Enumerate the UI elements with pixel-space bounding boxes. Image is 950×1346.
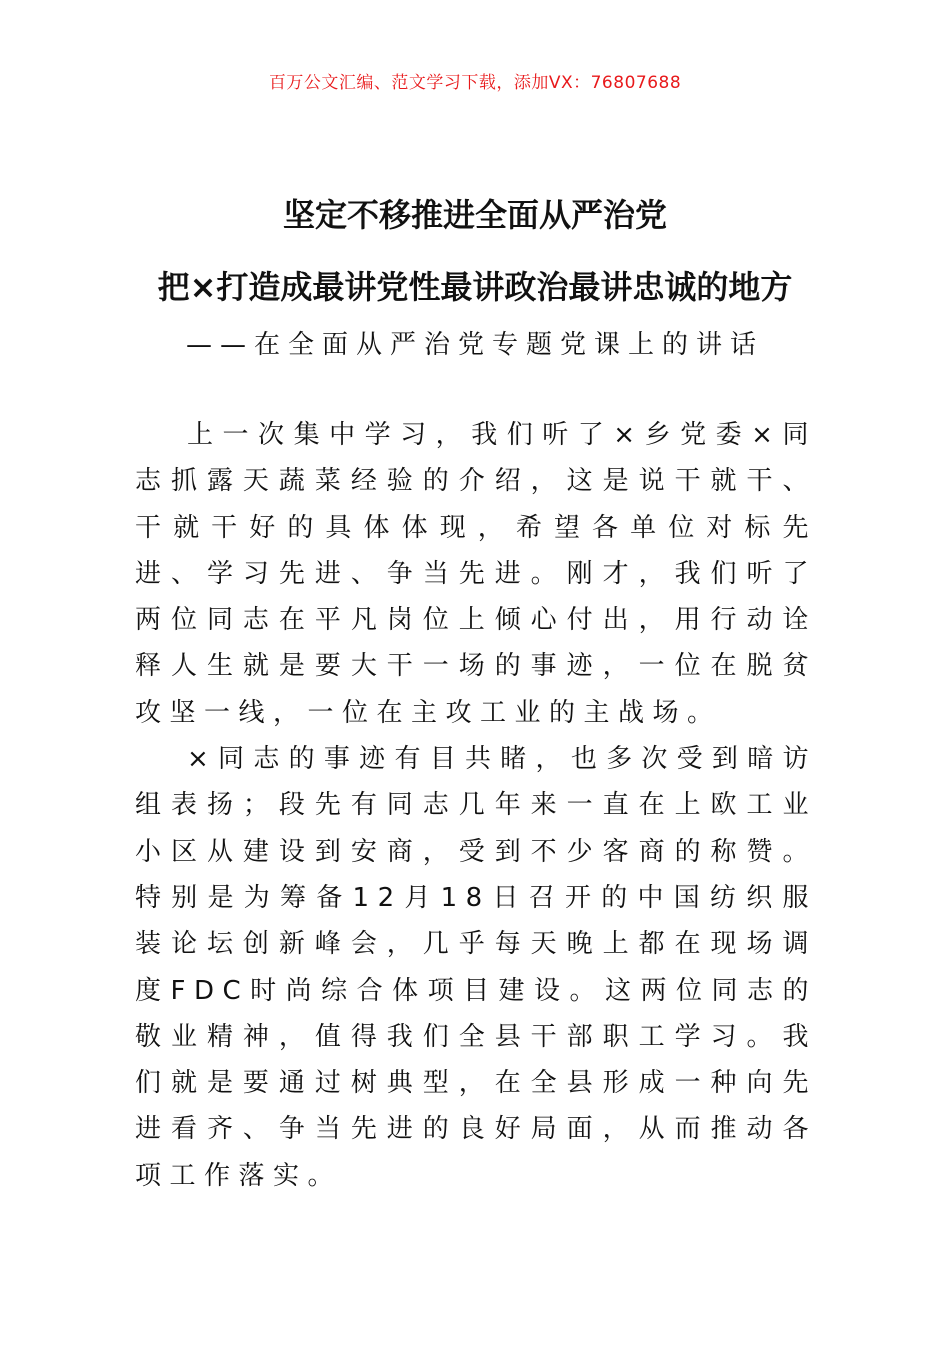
title-line-1: 坚定不移推进全面从严治党 [282, 196, 667, 234]
body-text [135, 412, 817, 1199]
paragraph: 上一次集中学习，我们听了×乡党委×同志抓露天蔬菜经验的介绍，这是说干就干、干就干好的具体体现，希望各单位对标先进、学习先进、争当先进。刚才，我们听了两位同志在平凡岗位上倾心付出，用行动诠释人生就是要大干一场的事迹，一位在脱贫攻坚一线，一位在主攻工业的主战场。 [135, 420, 817, 728]
title-line-2: 把×打造成最讲党性最讲政治最讲忠诚的地方 [157, 268, 793, 306]
subtitle: ——在全面从严治党专题党课上的讲话 [185, 330, 764, 360]
paragraph: ×同志的事迹有目共睹，也多次受到暗访组表扬；段先有同志几年来一直在上欧工业小区从建设到安商，受到不少客商的称赞。特别是为筹备12月18日召开的中国纺织服装论坛创新峰会，几乎每天晚上都在现场调度FDC时尚综合体项目建设。这两位同志的敬业精神，值得我们全县干部职工学习。我们就是要通过树典型，在全县形成一种向先进看齐、争当先进的良好局面，从而推动各项工作落实。 [135, 744, 817, 1191]
header-note: 百万公文汇编、范文学习下载，添加VX：76807688 [268, 73, 682, 93]
